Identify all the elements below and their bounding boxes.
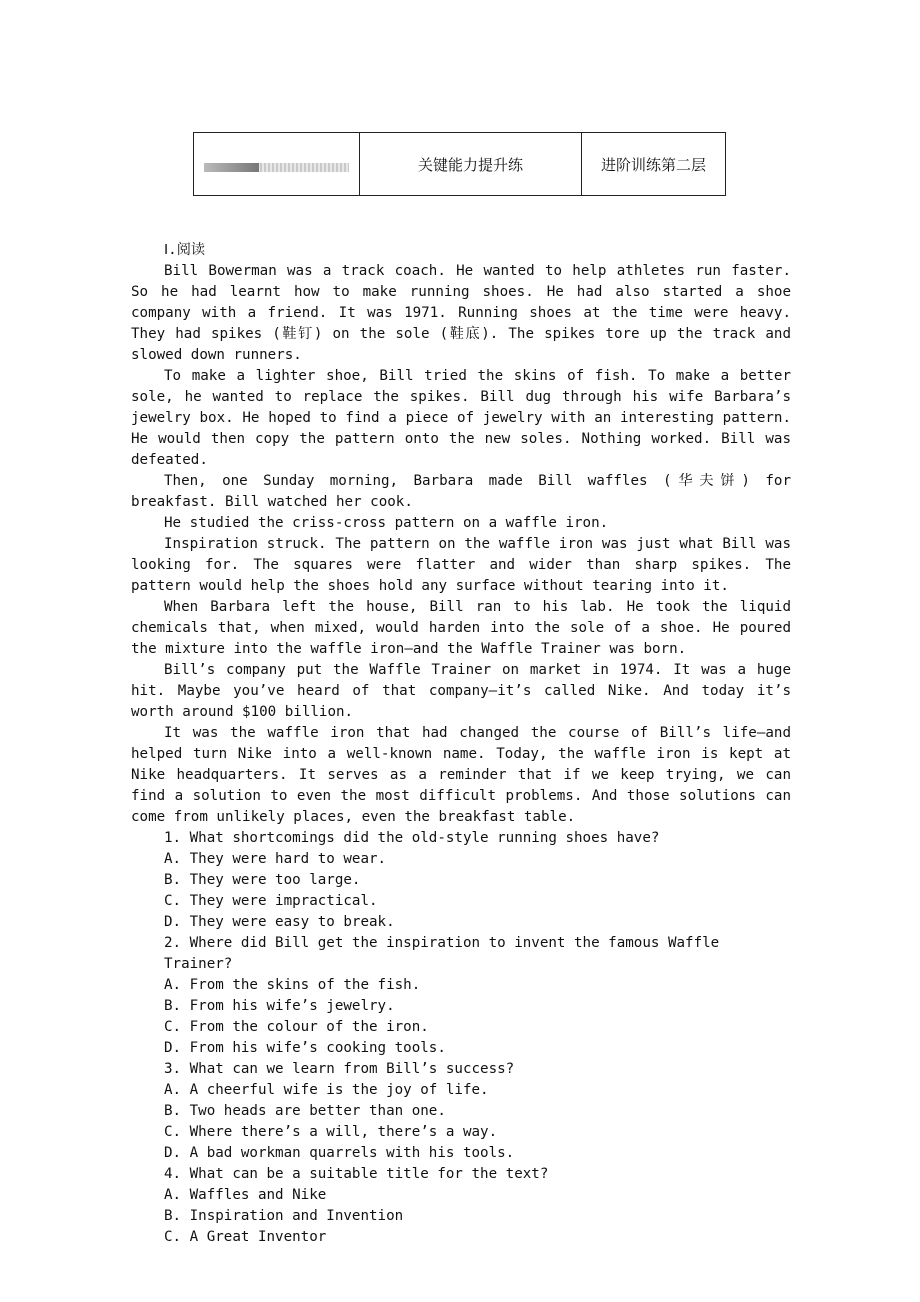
header-cell-title: 关键能力提升练 [360,133,582,196]
paragraph: It was the waffle iron that had changed the course of Bill’s life—and helped turn Nike into a well-known name. Today, the waffle iron is kept at Nike headquarters. It serves as a reminder that if we keep trying, we can find a solution to even the most difficult problems. And those solutions can come from unlikely places, even the breakfast table. [131,725,791,825]
answer-option: C. From the colour of the iron. [164,1019,429,1035]
section-title: Ⅰ.阅读 [164,242,206,258]
answer-option: A. They were hard to wear. [164,851,387,867]
answer-option: A. A cheerful wife is the joy of life. [164,1082,489,1098]
answer-option: B. Inspiration and Invention [164,1208,404,1224]
answer-option: A. From the skins of the fish. [164,977,421,993]
document-content [131,240,791,1248]
answer-option: C. Where there’s a will, there’s a way. [164,1124,498,1140]
answer-option: C. A Great Inventor [164,1229,327,1245]
paragraph: He studied the criss-cross pattern on a waffle iron. [164,515,609,531]
question-stem: 3. What can we learn from Bill’s success? [164,1061,515,1077]
paragraph: Then, one Sunday morning, Barbara made Bill waffles (华夫饼) for breakfast. Bill watched her cook. [131,473,791,510]
header-cell-level: 进阶训练第二层 [582,133,726,196]
question-stem: 1. What shortcomings did the old-style running shoes have? [164,830,660,846]
question-stem: 2. Where did Bill get the inspiration to invent the famous Waffle Trainer? [164,935,720,972]
answer-option: A. Waffles and Nike [164,1187,327,1203]
question-stem: 4. What can be a suitable title for the text? [164,1166,549,1182]
paragraph: Bill Bowerman was a track coach. He wanted to help athletes run faster. So he had learnt how to make running shoes. He had also started a shoe company with a friend. It was 1971. Running shoes at the time were heavy. They had spikes (鞋钉) on the sole (鞋底). The spikes tore up the track and slowed down runners. [131,263,791,363]
answer-option: D. From his wife’s cooking tools. [164,1040,446,1056]
question-list [131,828,791,1248]
answer-option: C. They were impractical. [164,893,378,909]
answer-option: B. They were too large. [164,872,361,888]
paragraph: Inspiration struck. The pattern on the waffle iron was just what Bill was looking for. The squares were flatter and wider than sharp spikes. The pattern would help the shoes hold any surface without tearing into it. [131,536,791,594]
paragraph: Bill’s company put the Waffle Trainer on market in 1974. It was a huge hit. Maybe you’ve heard of that company—it’s called Nike. And today it’s worth around $100 billion. [131,662,791,720]
answer-option: D. A bad workman quarrels with his tools. [164,1145,515,1161]
logo-bar-icon [204,163,349,172]
passage [131,261,791,828]
header-table [193,132,726,196]
answer-option: D. They were easy to break. [164,914,395,930]
paragraph: When Barbara left the house, Bill ran to his lab. He took the liquid chemicals that, when mixed, would harden into the sole of a shoe. He poured the mixture into the waffle iron—and the Waffle Trainer was born. [131,599,791,657]
answer-option: B. From his wife’s jewelry. [164,998,395,1014]
paragraph: To make a lighter shoe, Bill tried the skins of fish. To make a better sole, he wanted to replace the spikes. Bill dug through his wife Barbara’s jewelry box. He hoped to find a piece of jewelry with an interesting pattern. He would then copy the pattern onto the new soles. Nothing worked. Bill was defeated. [131,368,791,468]
answer-option: B. Two heads are better than one. [164,1103,446,1119]
logo-cell [194,133,360,196]
